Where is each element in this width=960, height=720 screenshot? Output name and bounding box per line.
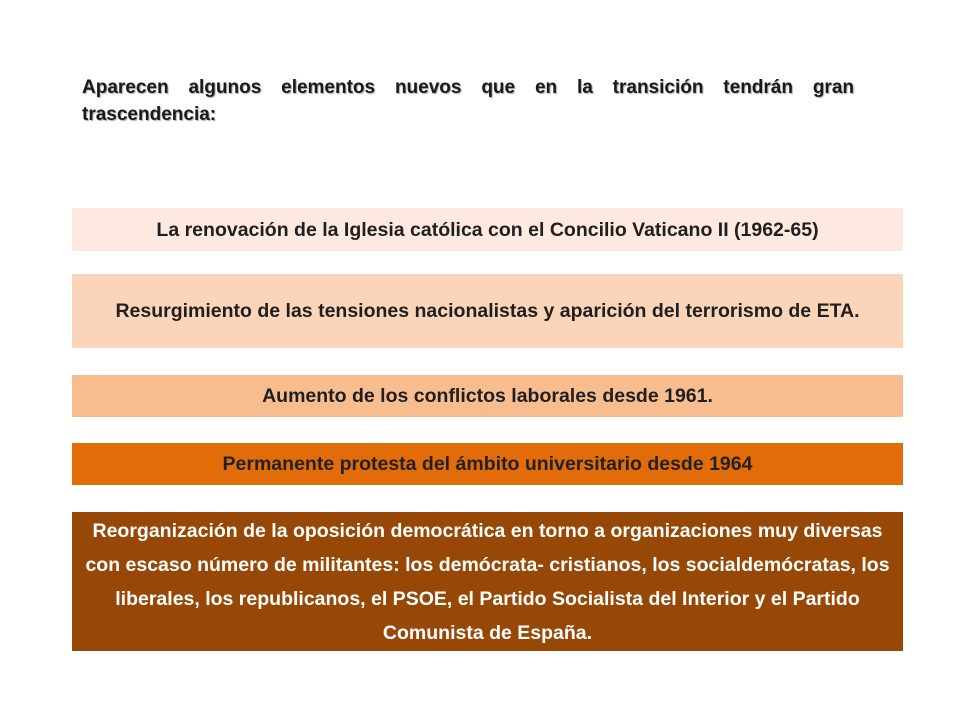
slide-title: Aparecen algunos elementos nuevos que en la transición tendrán gran trascendencia: [82,77,854,125]
item-box-nacionalismo [72,274,903,348]
item-box-conflictos-laborales [72,375,903,417]
item-box-oposicion-democratica [72,512,903,651]
item-box-protesta-universitaria [72,443,903,485]
item-box-iglesia [72,208,903,251]
item-text: La renovación de la Iglesia católica con el Concilio Vaticano II (1962-65) [156,218,819,241]
item-text: Permanente protesta del ámbito universitario desde 1964 [222,453,753,475]
item-text: Resurgimiento de las tensiones nacionalistas y aparición del terrorismo de ETA. [115,300,860,322]
item-text: Aumento de los conflictos laborales desde 1961. [262,385,713,407]
item-text: Reorganización de la oposición democrática en torno a organizaciones muy diversas con escaso número de militantes: los demócrata- cristianos, los socialdemócratas, los liberales, los republicanos, el PSOE, el Partido Socialista del Interior y el Partido Comunista de España. [85,519,890,644]
